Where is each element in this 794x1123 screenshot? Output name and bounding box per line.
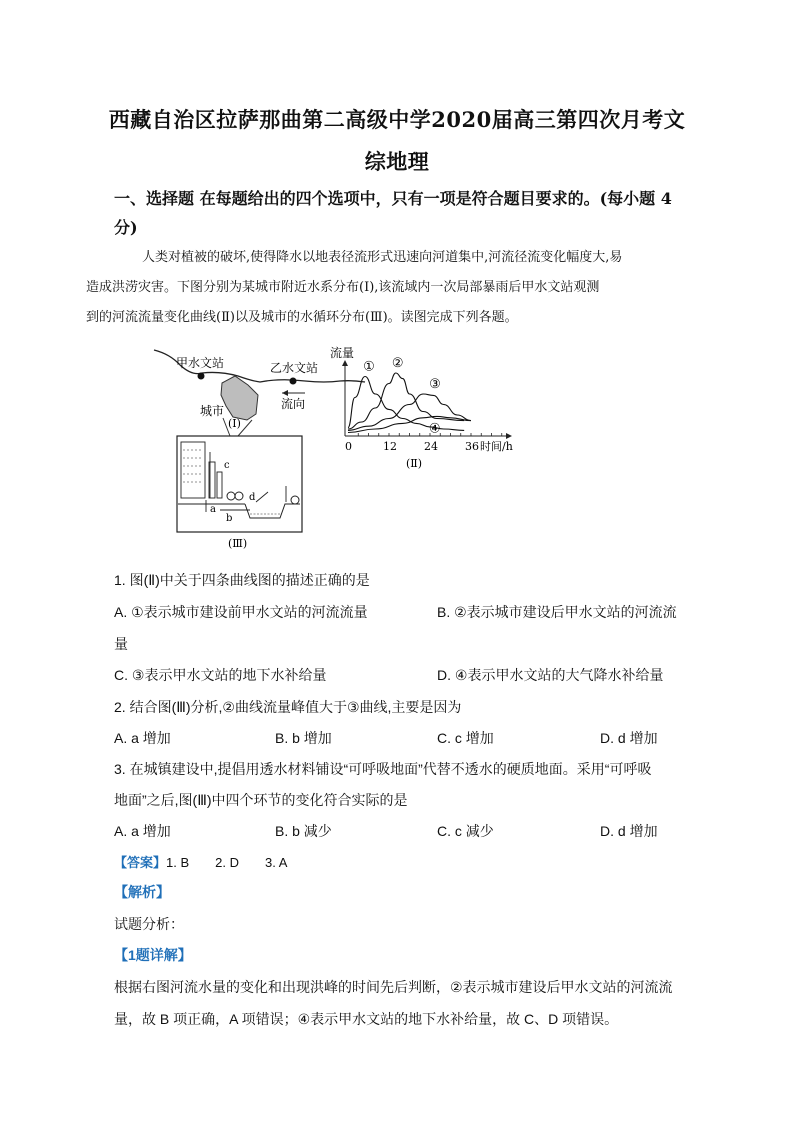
detail-line1: 根据右图河流水量的变化和出现洪峰的时间先后判断，②表示城市建设后甲水文站的河流流 [114, 979, 673, 995]
page-title-line1: 西藏自治区拉萨那曲第二高级中学2020届高三第四次月考文 [108, 107, 686, 132]
q3-option-b: B. b 减少 [275, 823, 332, 839]
station-jia-dot [198, 373, 205, 380]
station-jia-label: 甲水文站 [176, 356, 225, 370]
flow-arrowhead [282, 390, 288, 396]
flow-label: 流向 [281, 397, 306, 411]
map-figure [154, 350, 365, 436]
station-yi-label: 乙水文站 [270, 361, 319, 375]
x-tick-label: 36 [465, 440, 479, 453]
series-line [348, 394, 471, 430]
tree-1 [227, 492, 235, 500]
tree-2 [235, 492, 243, 500]
intro-line3: 到的河流流量变化曲线(Ⅱ)以及城市的水循环分布(Ⅲ)。读图完成下列各题。 [86, 310, 518, 325]
q3-stem-line1: 3. 在城镇建设中,提倡用透水材料铺设“可呼吸地面”代替不透水的硬质地面。采用“可呼吸 [114, 761, 652, 777]
series-line [348, 373, 464, 429]
cycle-label-b: b [226, 513, 233, 524]
x-tick-label: 24 [424, 440, 438, 453]
analysis-intro: 试题分析： [114, 916, 184, 932]
cycle-label-c: c [224, 460, 230, 471]
q1-option-c: C. ③表示甲水文站的地下水补给量 [114, 667, 327, 683]
cycle-figure [177, 436, 302, 550]
hydrograph-ylabel: 流量 [330, 346, 355, 360]
q2-option-c: C. c 增加 [437, 730, 494, 746]
series-label: ③ [429, 377, 441, 392]
station-yi-dot [290, 378, 297, 385]
cycle-frame [177, 436, 302, 532]
series-label: ④ [428, 421, 441, 437]
series-label: ① [363, 359, 375, 375]
map-figure-label: (Ⅰ) [228, 417, 241, 430]
q3-option-d: D. d 增加 [600, 823, 658, 839]
q2-stem: 2. 结合图(Ⅲ)分析,②曲线流量峰值大于③曲线,主要是因为 [114, 699, 462, 715]
cycle-label-d: d [249, 492, 256, 503]
detail-line2: 量，故 B 项正确，A 项错误；④表示甲水文站的地下水补给量，故 C、D 项错误。 [114, 1011, 619, 1027]
intro-line2: 造成洪涝灾害。下图分别为某城市附近水系分布(Ⅰ),该流域内一次局部暴雨后甲水文站观测 [86, 280, 600, 295]
hydrograph-figure-label: (Ⅱ) [406, 457, 423, 470]
section-heading [114, 184, 694, 242]
building-tall [181, 442, 205, 498]
city-label: 城市 [200, 404, 225, 418]
q2-option-b: B. b 增加 [275, 730, 332, 746]
figure [140, 340, 530, 555]
analysis-tag: 【解析】 [114, 884, 170, 900]
q1-stem: 1. 图(Ⅱ)中关于四条曲线图的描述正确的是 [114, 572, 370, 588]
hydrograph-xlabel: 时间/h [480, 440, 513, 453]
city-shape [221, 376, 258, 420]
answer-tag: 【答案】 [114, 855, 167, 870]
x-tick-label: 12 [383, 440, 397, 453]
intro-paragraph [86, 243, 694, 333]
intro-line1: 人类对植被的破坏,使得降水以地表径流形式迅速向河道集中,河流径流变化幅度大,易 [142, 250, 623, 265]
series-label: ② [391, 356, 404, 371]
x-tick-label: 0 [345, 440, 352, 453]
hydrograph-y-arrowhead [342, 360, 348, 366]
q1-option-d: D. ④表示甲水文站的大气降水补给量 [437, 667, 664, 683]
tree-3 [291, 496, 299, 504]
arrow-d [256, 492, 268, 502]
q1-option-a: A. ①表示城市建设前甲水文站的河流流量 [114, 604, 368, 620]
page-title-line2: 综地理 [364, 149, 430, 174]
q3-option-c: C. c 减少 [437, 823, 494, 839]
cycle-label-a: a [210, 504, 216, 515]
detail-tag: 【1题详解】 [114, 947, 192, 963]
q3-option-a: A. a 增加 [114, 823, 171, 839]
q1-option-b-wrap: 量 [114, 636, 128, 652]
answer-line [114, 852, 287, 871]
hydrograph-x-arrowhead [506, 433, 512, 439]
section-heading-line1: 一、选择题 在每题给出的四个选项中，只有一项是符合题目要求的。(每小题 4 [114, 189, 672, 208]
cycle-figure-label: (Ⅲ) [228, 537, 248, 550]
channel [245, 504, 300, 518]
q2-option-d: D. d 增加 [600, 730, 658, 746]
answer-values: 1. B 2. D 3. A [166, 855, 288, 870]
q2-option-a: A. a 增加 [114, 730, 171, 746]
q1-option-b: B. ②表示城市建设后甲水文站的河流流 [437, 604, 677, 620]
hydrograph [330, 345, 513, 470]
section-heading-line2: 分) [114, 218, 138, 237]
q3-stem-line2: 地面”之后,图(Ⅲ)中四个环节的变化符合实际的是 [114, 792, 408, 808]
building-mid [217, 472, 222, 498]
